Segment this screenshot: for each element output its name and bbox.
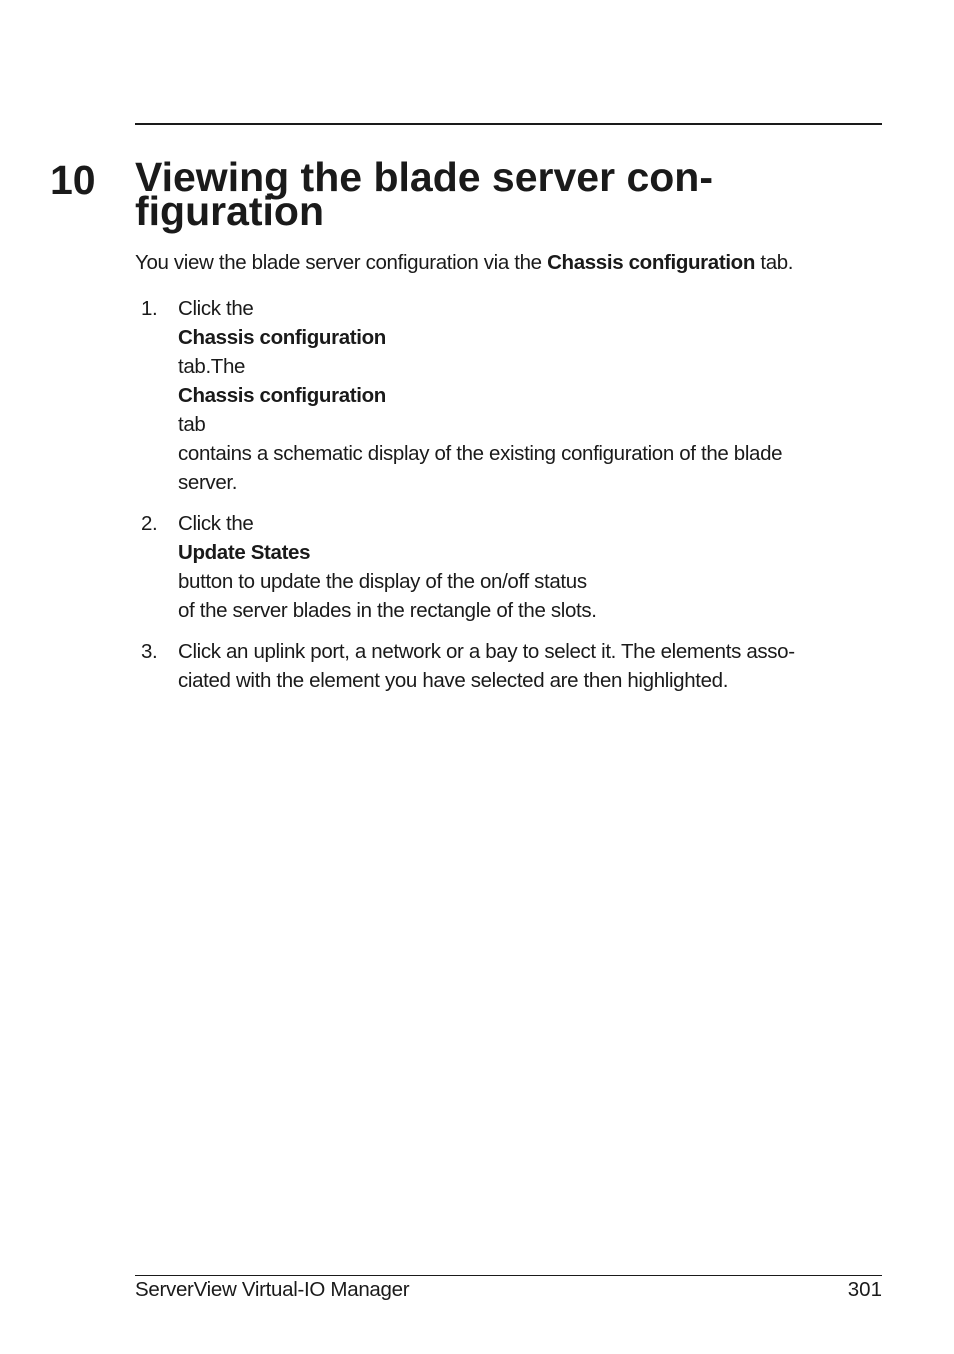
intro-paragraph (135, 249, 882, 277)
footer-rule (135, 1275, 882, 1276)
intro-text-after: tab. (755, 251, 794, 274)
steps-list (135, 294, 882, 707)
step-3 (135, 637, 882, 695)
step-text (178, 509, 882, 625)
step-line: of the server blades in the rectangle of the slots. (178, 599, 597, 622)
step-text-run: tab (178, 413, 206, 436)
step-number: 2. (141, 512, 158, 535)
step-bold-term: Chassis configuration (178, 326, 386, 349)
step-line (178, 294, 882, 439)
step-text-run: button to update the display of the on/off status (178, 570, 587, 593)
step-1 (135, 294, 882, 497)
chapter-title-line-1: Viewing the blade server con- (135, 154, 713, 200)
step-number: 1. (141, 297, 158, 320)
chapter-number: 10 (50, 157, 96, 203)
step-text-run: Click the (178, 297, 254, 320)
header-rule (135, 123, 882, 125)
step-2 (135, 509, 882, 625)
step-text (178, 294, 882, 497)
step-text-run: tab.The (178, 355, 246, 378)
step-text-run: Click the (178, 512, 254, 535)
step-line: Click an uplink port, a network or a bay to select it. The elements asso- (178, 640, 795, 663)
step-bold-term: Chassis configuration (178, 384, 386, 407)
step-text (178, 637, 882, 695)
intro-text-before: You view the blade server configuration via the (135, 251, 548, 274)
footer-product-name: ServerView Virtual-IO Manager (135, 1278, 410, 1301)
intro-bold-term: Chassis configuration (547, 251, 756, 274)
chapter-title (135, 154, 855, 234)
footer-page-number: 301 (847, 1278, 882, 1301)
step-bold-term: Update States (178, 541, 311, 564)
step-line: ciated with the element you have selected are then highlighted. (178, 669, 729, 692)
step-line: server. (178, 471, 238, 494)
step-line (178, 509, 882, 596)
step-number: 3. (141, 640, 158, 663)
chapter-title-line-2: figuration (135, 188, 325, 234)
step-line: contains a schematic display of the existing configuration of the blade (178, 442, 783, 465)
